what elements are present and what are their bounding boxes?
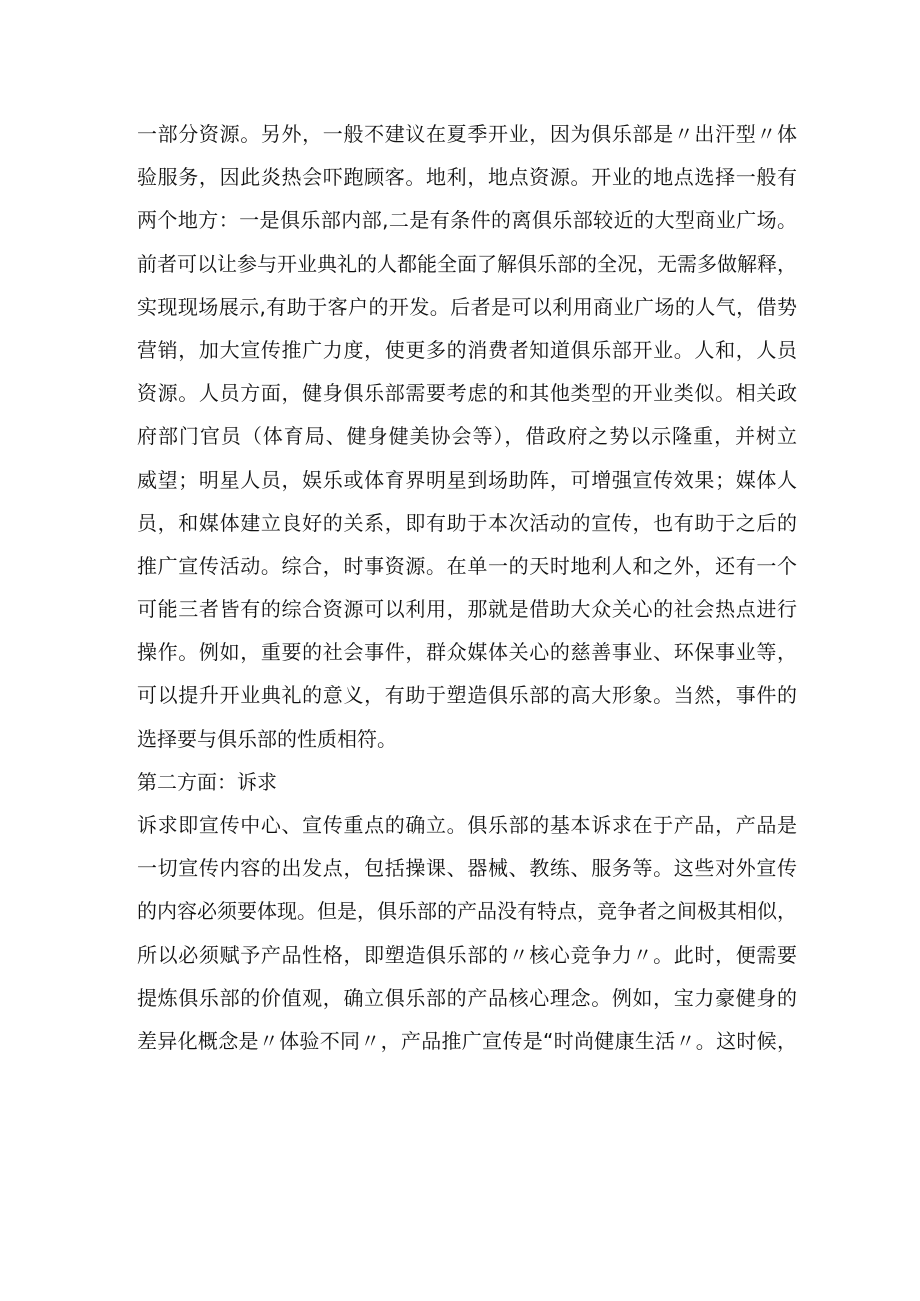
text-line: 诉求即宣传中心、宣传重点的确立。俱乐部的基本诉求在于产品，产品是	[137, 813, 797, 837]
text-line: 一切宣传内容的出发点，包括操课、器械、教练、服务等。这些对外宣传	[137, 856, 797, 881]
text-line: 操作。例如，重要的社会事件，群众媒体关心的慈善事业、环保事业等，	[137, 640, 797, 665]
text-line: 营销，加大宣传推广力度，使更多的消费者知道俱乐部开业。人和，人员	[137, 337, 797, 362]
text-line: 威望；明星人员，娱乐或体育界明星到场助阵，可增强宣传效果；媒体人	[137, 467, 797, 492]
text-line: 的内容必须要体现。但是，俱乐部的产品没有特点，竞争者之间极其相似，	[137, 899, 797, 924]
text-line: 提炼俱乐部的价值观，确立俱乐部的产品核心理念。例如，宝力豪健身的	[137, 985, 797, 1010]
text-line: 实现现场展示,有助于客户的开发。后者是可以利用商业广场的人气，借势	[137, 294, 797, 319]
text-line: 推广宣传活动。综合，时事资源。在单一的天时地利人和之外，还有一个	[137, 553, 797, 578]
text-line: 资源。人员方面，健身俱乐部需要考虑的和其他类型的开业类似。相关政	[137, 381, 797, 406]
text-line: 员，和媒体建立良好的关系，即有助于本次活动的宣传，也有助于之后的	[137, 510, 797, 535]
text-line: 一部分资源。另外，一般不建议在夏季开业，因为俱乐部是〃出汗型〃体	[137, 122, 797, 146]
text-line: 府部门官员（体育局、健身健美协会等），借政府之势以示隆重，并树立	[137, 424, 797, 449]
text-line: 可能三者皆有的综合资源可以利用，那就是借助大众关心的社会热点进行	[137, 597, 797, 622]
text-line: 可以提升开业典礼的意义，有助于塑造俱乐部的高大形象。当然，事件的	[137, 683, 797, 708]
body-text	[137, 113, 797, 1063]
text-line: 两个地方：一是俱乐部内部,二是有条件的离俱乐部较近的大型商业广场。	[137, 208, 797, 233]
text-line: 所以必须赋予产品性格，即塑造俱乐部的〃核心竞争力〃。此时，便需要	[137, 942, 797, 967]
text-line: 前者可以让参与开业典礼的人都能全面了解俱乐部的全况，无需多做解释，	[137, 251, 797, 276]
text-line: 选择要与俱乐部的性质相符。	[137, 726, 397, 751]
text-line: 差异化概念是〃体验不同〃，产品推广宣传是“时尚健康生活〃。这时候，	[137, 1028, 797, 1053]
section-heading: 第二方面：诉求	[137, 769, 277, 794]
text-line: 验服务，因此炎热会吓跑顾客。地利，地点资源。开业的地点选择一般有	[137, 165, 797, 190]
